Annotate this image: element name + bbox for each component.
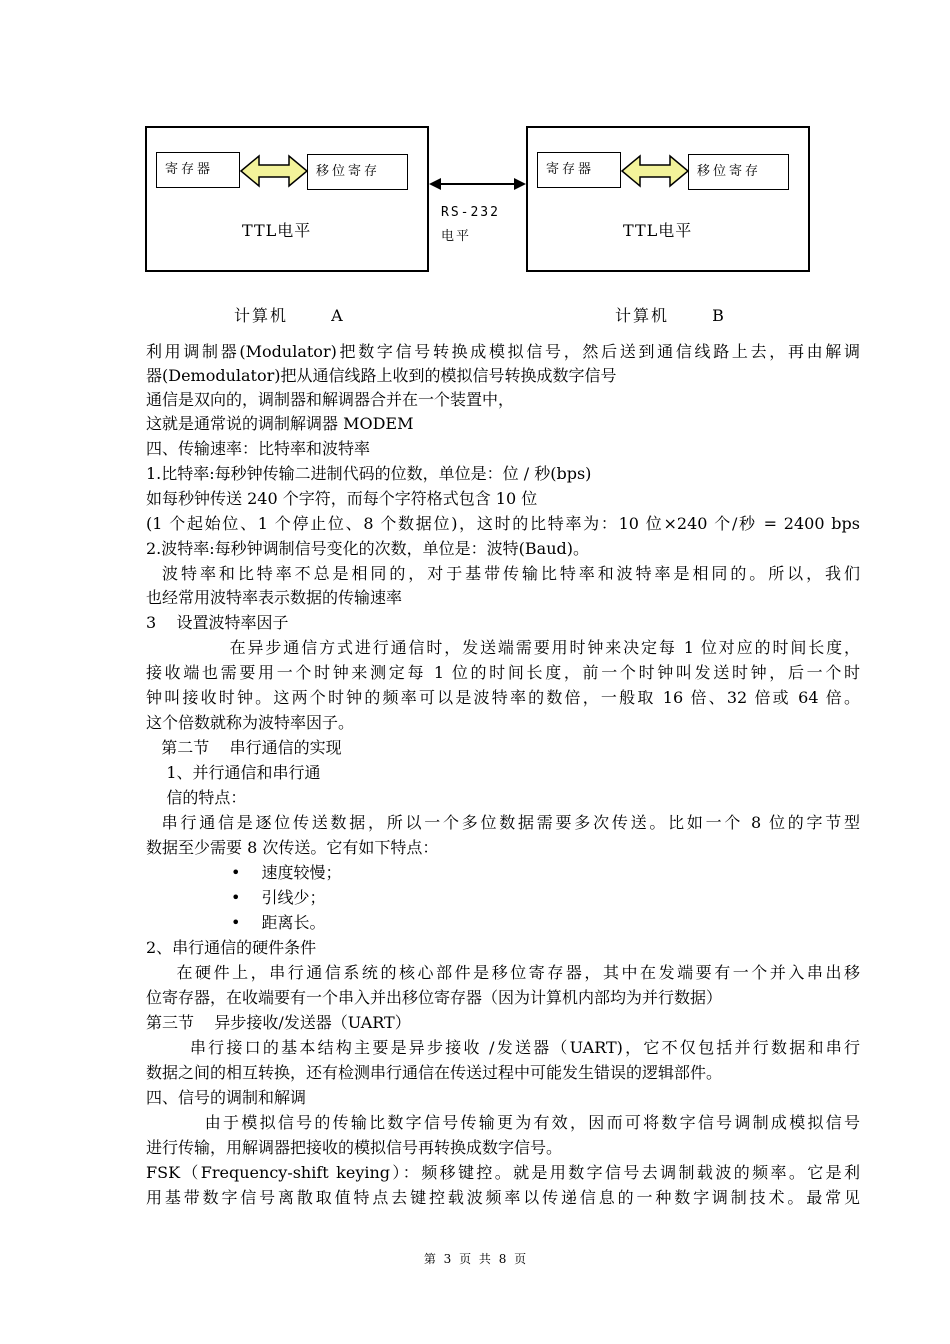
bullet-item — [231, 886, 326, 910]
section-heading: 第三节 异步接收/发送器（UART） — [146, 1013, 411, 1032]
paragraph-line: 这个倍数就称为波特率因子。 — [146, 713, 355, 732]
computer-a-caption — [234, 303, 345, 326]
section-heading: 3 设置波特率因子 — [146, 613, 289, 632]
subsection-heading: 2、串行通信的硬件条件 — [146, 938, 317, 957]
subsection-heading: 信的特点： — [146, 788, 247, 807]
double-arrow-icon — [622, 156, 688, 186]
paragraph-line: 通信是双向的，调制器和解调器合并在一个装置中， — [146, 390, 515, 409]
computer-a-caption-label: 计算机 — [234, 306, 289, 325]
paragraph-line: 也经常用波特率表示数据的传输速率 — [146, 588, 403, 607]
bullet-item — [231, 911, 326, 935]
bullet-text: 引线少； — [261, 888, 326, 907]
section-heading: 四、传输速率：比特率和波特率 — [146, 439, 371, 458]
register-box-b: 寄存器 — [537, 152, 621, 188]
bullet-icon: • — [231, 863, 241, 882]
paragraph-line: 由于模拟信号的传输比数字信号传输更为有效，因而可将数字信号调制成模拟信号 — [146, 1113, 860, 1132]
paragraph-line: 波特率和比特率不总是相同的，对于基带传输比特率和波特率是相同的。所以，我们 — [146, 564, 860, 583]
computer-b-caption — [615, 303, 726, 326]
double-arrow-icon — [241, 156, 307, 186]
paragraph-line: 用基带数字信号离散取值特点去键控载波频率以传递信息的一种数字调制技术。最常见 — [146, 1188, 860, 1207]
bullet-text: 速度较慢； — [261, 863, 342, 882]
paragraph-line: (1 个起始位、1 个停止位、8 个数据位)，这时的比特率为：10 位×240 个/秒 = 2400 bps — [146, 514, 860, 533]
paragraph-line: 钟叫接收时钟。这两个时钟的频率可以是波特率的数倍，一般取 16 倍、32 倍或 64 倍。 — [146, 688, 860, 707]
paragraph-line: 进行传输，用解调器把接收的模拟信号再转换成数字信号。 — [146, 1138, 563, 1157]
paragraph-line: 利用调制器(Modulator)把数字信号转换成模拟信号，然后送到通信线路上去，再由解调 — [146, 342, 860, 361]
ttl-level-label-b: TTL电平 — [623, 221, 693, 240]
paragraph-line: 2.波特率:每秒钟调制信号变化的次数，单位是：波特(Baud)。 — [146, 539, 589, 558]
paragraph-line: 在硬件上，串行通信系统的核心部件是移位寄存器，其中在发端要有一个并入串出移 — [146, 963, 860, 982]
paragraph-line: 数据之间的相互转换，还有检测串行通信在传送过程中可能发生错误的逻辑部件。 — [146, 1063, 723, 1082]
computer-b-caption-label: 计算机 — [615, 306, 670, 325]
rs232-label — [441, 201, 500, 249]
page-footer: 第 3 页 共 8 页 — [423, 1252, 527, 1266]
paragraph-line: 如每秒钟传送 240 个字符，而每个字符格式包含 10 位 — [146, 489, 538, 508]
bullet-icon: • — [231, 913, 241, 932]
bullet-text: 距离长。 — [261, 913, 326, 932]
rs232-label-line2: 电平 — [441, 229, 472, 244]
paragraph-line: 串行接口的基本结构主要是异步接收 /发送器（UART)，它不仅包括并行数据和串行 — [146, 1038, 860, 1057]
shift-register-box-b: 移位寄存 — [688, 154, 789, 190]
paragraph-line: 在异步通信方式进行通信时，发送端需要用时钟来决定每 1 位对应的时间长度， — [146, 638, 860, 657]
arrowhead-right-icon — [514, 178, 526, 190]
diagram-arrows — [0, 0, 950, 300]
computer-a-caption-id: A — [331, 306, 345, 325]
bullet-icon: • — [231, 888, 241, 907]
paragraph-line: 器(Demodulator)把从通信线路上收到的模拟信号转换成数字信号 — [146, 366, 617, 385]
section-heading: 四、信号的调制和解调 — [146, 1088, 307, 1107]
bullet-item — [231, 861, 342, 885]
section-heading: 第二节 串行通信的实现 — [146, 738, 342, 757]
paragraph-line: 串行通信是逐位传送数据，所以一个多位数据需要多次传送。比如一个 8 位的字节型 — [146, 813, 860, 832]
paragraph-line: 这就是通常说的调制解调器 MODEM — [146, 414, 414, 433]
ttl-level-label-a: TTL电平 — [242, 221, 312, 240]
subsection-heading: 1、并行通信和串行通 — [146, 763, 321, 782]
paragraph-line: 位寄存器，在收端要有一个串入并出移位寄存器（因为计算机内部均为并行数据） — [146, 988, 723, 1007]
paragraph-line: 1.比特率:每秒钟传输二进制代码的位数，单位是：位 / 秒(bps) — [146, 464, 592, 483]
shift-register-box-a: 移位寄存 — [307, 154, 408, 190]
paragraph-line: 数据至少需要 8 次传送。它有如下特点： — [146, 838, 439, 857]
rs232-label-line1: RS-232 — [441, 205, 500, 220]
paragraph-line: FSK（Frequency-shift keying）：频移键控。就是用数字信号去调制载波的频率。它是利 — [146, 1163, 860, 1182]
computer-b-caption-id: B — [712, 306, 726, 325]
arrowhead-left-icon — [429, 178, 441, 190]
paragraph-line: 接收端也需要用一个时钟来测定每 1 位的时间长度，前一个时钟叫发送时钟，后一个时 — [146, 663, 860, 682]
register-box-a: 寄存器 — [156, 152, 240, 188]
